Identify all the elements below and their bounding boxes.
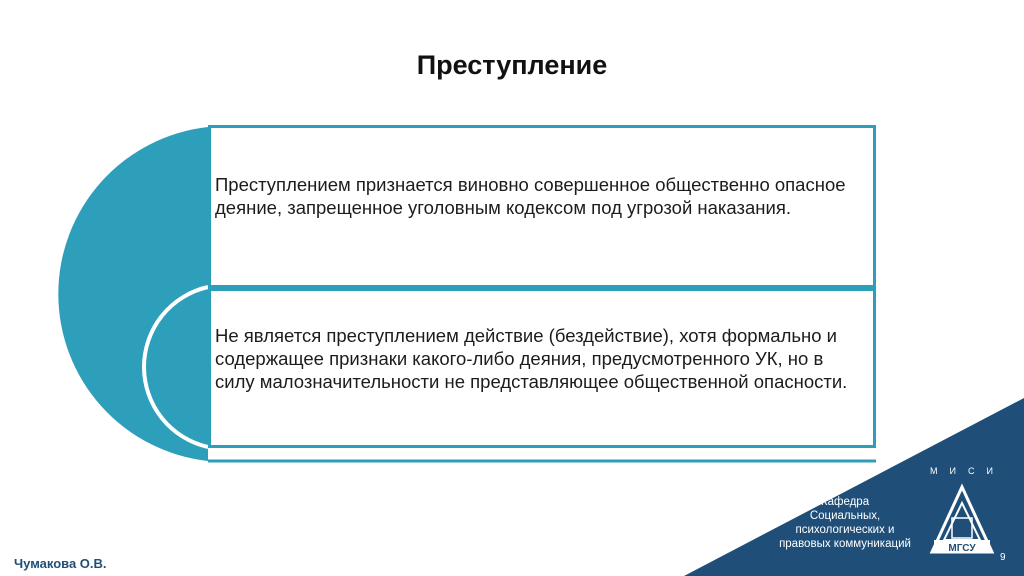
definition-block	[208, 125, 876, 288]
exception-text: Не является преступлением действие (бездействие), хотя формально и содержащее признаки какого-либо деяния, предусмотренного УК, но в силу малозначительности не представляющее общественной опасности.	[215, 325, 848, 392]
exception-block	[208, 288, 876, 448]
department-line: правовых коммуникаций	[779, 538, 911, 550]
department-line: психологических и	[795, 524, 895, 536]
author-name: Чумакова О.В.	[14, 556, 107, 571]
definition-text: Преступлением признается виновно совершенное общественно опасное деяние, запрещенное уголовным кодексом под угрозой наказания.	[215, 174, 846, 218]
slide-title: Преступление	[416, 50, 608, 80]
logo-top-text: МИСИ	[930, 466, 1005, 476]
page-number: 9	[1000, 552, 1006, 563]
department-line: Социальных,	[809, 510, 881, 522]
department-line: Кафедра	[820, 496, 870, 508]
logo-text: МГСУ	[948, 543, 976, 554]
department-label	[770, 495, 920, 551]
